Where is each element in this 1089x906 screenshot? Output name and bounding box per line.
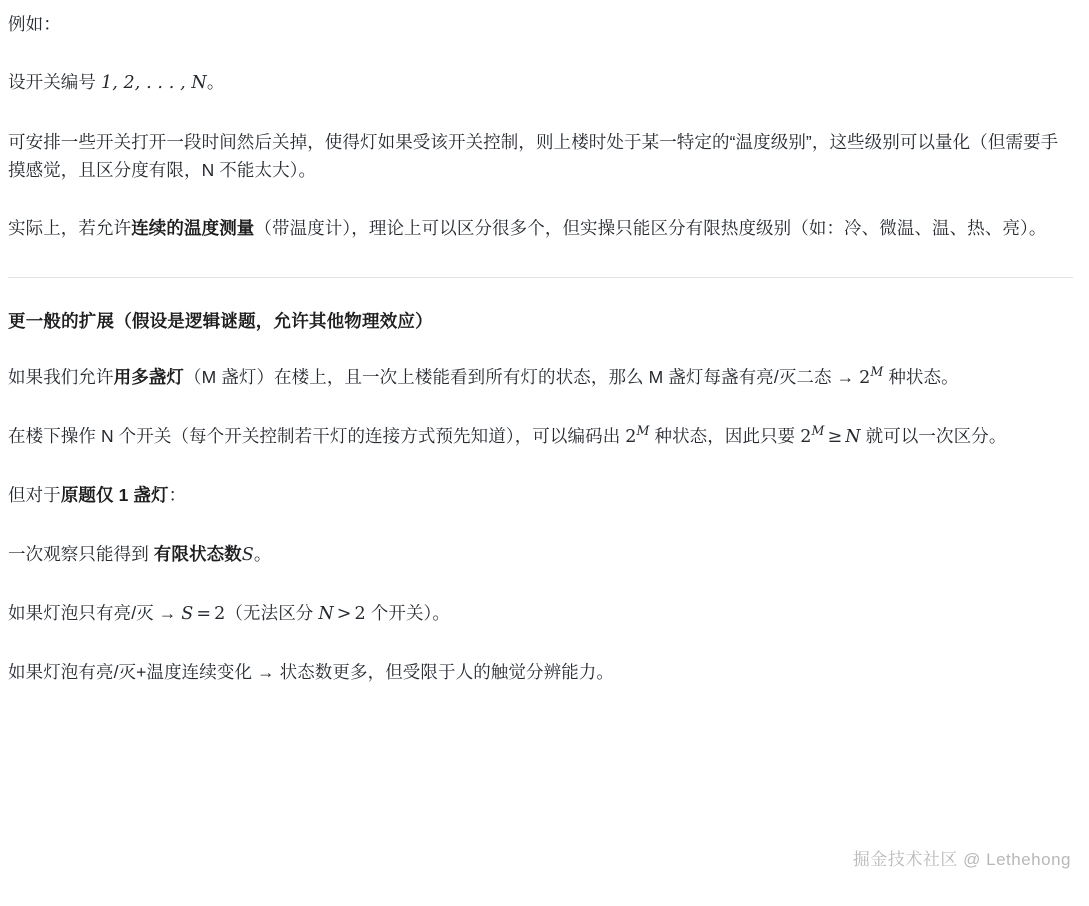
bulb-operator-eq: = <box>196 604 212 625</box>
bulb-math-two-b: 2 <box>354 604 366 625</box>
switch-numbering-suffix: 。 <box>206 72 225 93</box>
paragraph-bulb-temperature <box>8 658 1073 686</box>
schedule-text: 可安排一些开关打开一段时间然后关掉，使得灯如果受该开关控制，则上楼时处于某一特定的“温度级别”，这些级别可以量化（但需要手摸感觉，且区分度有限，N 不能太大）。 <box>8 131 1059 181</box>
paragraph-switch-numbering <box>8 68 1073 97</box>
temperature-text: 如果灯泡有亮/灭+温度连续变化 → 状态数更多，但受限于人的触觉分辨能力。 <box>8 662 615 683</box>
original-emphasis: 原题仅 1 盏灯 <box>60 485 169 506</box>
encode-operator-geq: ≥ <box>827 427 843 448</box>
section-divider <box>8 277 1073 278</box>
bulb-operator-gt: > <box>336 604 352 625</box>
switch-numbering-prefix: 设开关编号 <box>8 72 101 93</box>
observe-text-b: 。 <box>253 543 272 564</box>
paragraph-practice <box>8 214 1073 242</box>
practice-text-b: （带温度计），理论上可以区分很多个，但实操只能区分有限热度级别（如：冷、微温、温、热、亮）。 <box>254 218 1047 239</box>
section-heading: 更一般的扩展（假设是逻辑谜题，允许其他物理效应） <box>8 310 433 331</box>
switch-numbering-math: 1, 2, . . . , N <box>100 73 207 94</box>
bulb-text-a: 如果灯泡只有亮/灭 → <box>8 603 182 624</box>
multi-text-b: （M 盏灯）在楼上，且一次上楼能看到所有灯的状态，那么 M 盏灯每盏有亮/灭二态 → <box>184 366 860 387</box>
observe-math-s: S <box>241 544 254 565</box>
original-text-b: ： <box>168 485 187 506</box>
bulb-math-s: S <box>181 604 194 625</box>
bulb-text-b: （无法区分 <box>225 603 319 624</box>
bulb-math-n: N <box>318 604 334 625</box>
paragraph-bulb-binary <box>8 599 1073 628</box>
encode-text-a: 在楼下操作 N 个开关（每个开关控制若干灯的连接方式预先知道），可以编码出 <box>8 426 626 447</box>
encode-text-c: 就可以一次区分。 <box>860 426 1007 447</box>
paragraph-original-problem <box>8 481 1073 509</box>
multi-text-a: 如果我们允许 <box>8 366 114 387</box>
encode-math2-base: 2 <box>800 427 812 448</box>
practice-text-a: 实际上，若允许 <box>8 218 132 239</box>
multi-math-base: 2 <box>859 367 871 388</box>
encode-text-b: 种状态，因此只要 <box>649 426 801 447</box>
paragraph-multi-bulbs <box>8 363 1073 392</box>
encode-math3: N <box>845 427 861 448</box>
intro-label-text: 例如： <box>8 14 61 34</box>
paragraph-schedule <box>8 128 1073 185</box>
encode-math1-exponent: M <box>636 423 650 439</box>
multi-emphasis: 用多盏灯 <box>113 366 185 387</box>
encode-math2-exponent: M <box>811 423 825 439</box>
watermark: 掘金技术社区 @ Lethehong <box>852 850 1071 869</box>
observe-emphasis: 有限状态数 <box>153 543 242 564</box>
paragraph-encoding <box>8 422 1073 451</box>
encode-math1-base: 2 <box>625 427 637 448</box>
practice-emphasis: 连续的温度测量 <box>131 218 255 239</box>
paragraph-observation <box>8 540 1073 569</box>
original-text-a: 但对于 <box>8 485 61 506</box>
observe-text-a: 一次观察只能得到 <box>8 543 154 564</box>
multi-math-exponent: M <box>870 363 884 379</box>
bulb-math-two: 2 <box>214 604 226 625</box>
multi-text-c: 种状态。 <box>883 366 959 387</box>
paragraph-intro-label <box>8 10 1073 38</box>
bulb-text-c: 个开关）。 <box>365 603 450 624</box>
